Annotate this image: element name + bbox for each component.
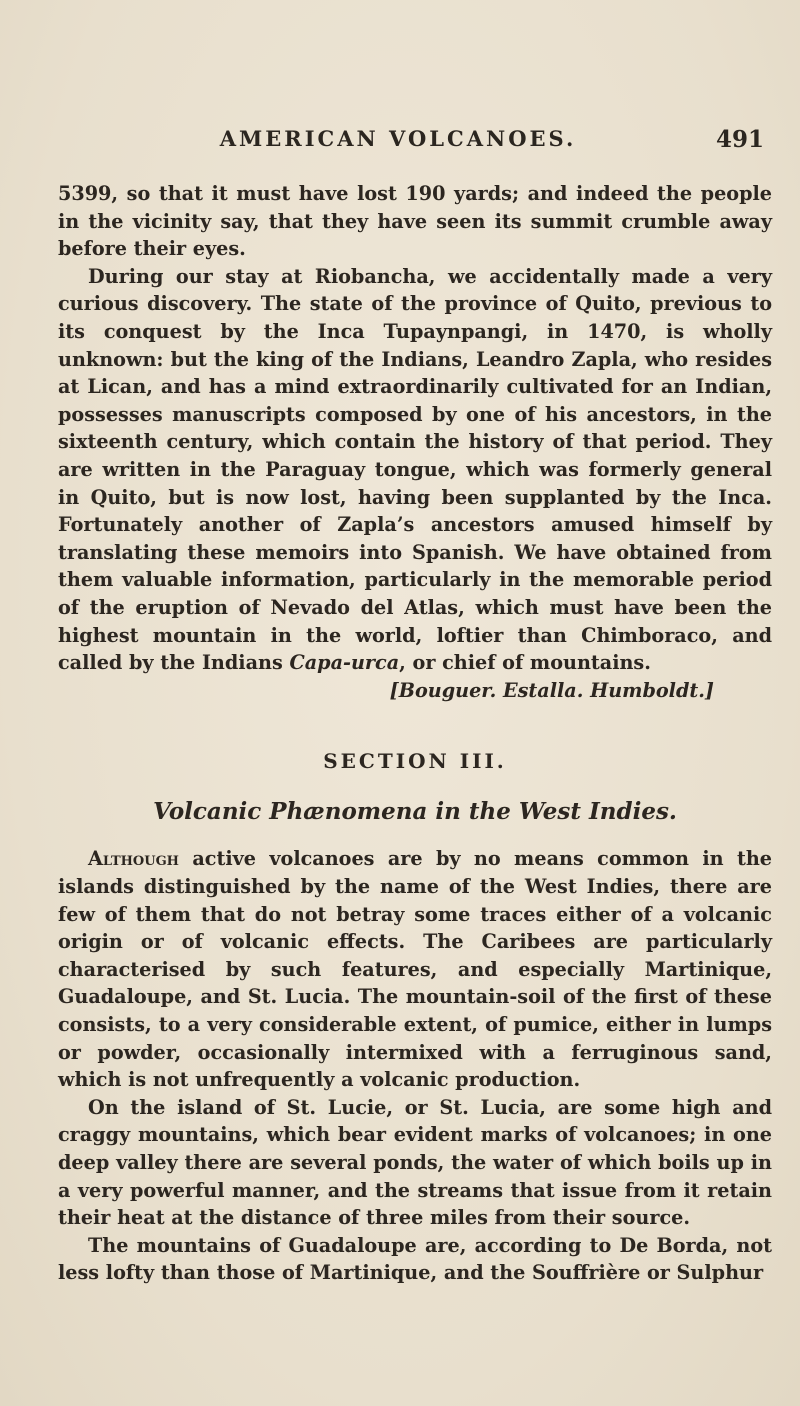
paragraph-west-indies <box>58 845 772 1093</box>
paragraph-riobancha-text-2: , or chief of mountains. <box>399 651 651 675</box>
paragraph-guadaloupe: The mountains of Guadaloupe are, according to De Borda, not less lofty than those of Martinique, and the Souffrière or Sulphur <box>58 1233 772 1285</box>
paragraph-riobancha-text-1: During our stay at Riobancha, we accidentally made a very curious discovery. The state of the province of Quito, previous to its conquest by the Inca Tupaynpangi, in 1470, is wholly unknown: but the king of the Indians, Leandro Zapla, who resides at Lican, and has a mind extraordinarily cultivated for an Indian, possesses manuscripts composed by one of his ancestors, in the sixteenth century, which contain the history of that period. They are written in the Paraguay tongue, which was formerly general in Quito, but is now lost, having been supplanted by the Inca. Fortunately another of Zapla’s ancestors amused himself by translating these memoirs into Spanish. We have obtained from them valuable information, particularly in the memorable period of the eruption of Nevado del Atlas, which must have been the highest mountain in the world, loftier than Chimboraco, and called by the Indians <box>58 264 772 675</box>
text-body <box>58 180 772 1287</box>
paragraph-west-indies-text: active volcanoes are by no means common in the islands distinguished by the name of the West Indies, there are few of them that do not betray some traces either of a volcanic origin or of volcanic effects. The Caribees are particularly characterised by such features, and especially Martinique, Guadaloupe, and St. Lucia. The mountain-soil of the first of these consists, to a very considerable extent, of pumice, either in lumps or powder, occasionally intermixed with a ferruginous sand, which is not unfrequently a volcanic production. <box>58 847 772 1092</box>
page-number: 491 <box>715 126 764 153</box>
running-title: AMERICAN VOLCANOES. <box>219 126 577 151</box>
paragraph-riobancha <box>58 263 772 677</box>
section-subtitle: Volcanic Phænomena in the West Indies. <box>153 797 677 825</box>
citation: [Bouguer. Estalla. Humboldt.] <box>389 678 714 702</box>
paragraph-st-lucia: On the island of St. Lucie, or St. Lucia, are some high and craggy mountains, which bear evident marks of volcanoes; in one deep valley there are several ponds, the water of which boils up in a very powerful manner, and the streams that issue from it retain their heat at the distance of three miles from their source. <box>58 1095 772 1230</box>
capa-urca-term: Capa-urca <box>289 651 400 675</box>
running-head <box>32 126 764 162</box>
paragraph-continuation: 5399, so that it must have lost 190 yards; and indeed the people in the vicinity say, that they have seen its summit crumble away before their eyes. <box>58 182 772 261</box>
paragraph-lead-word: Although <box>88 847 179 871</box>
section-heading: SECTION III. <box>323 749 507 774</box>
